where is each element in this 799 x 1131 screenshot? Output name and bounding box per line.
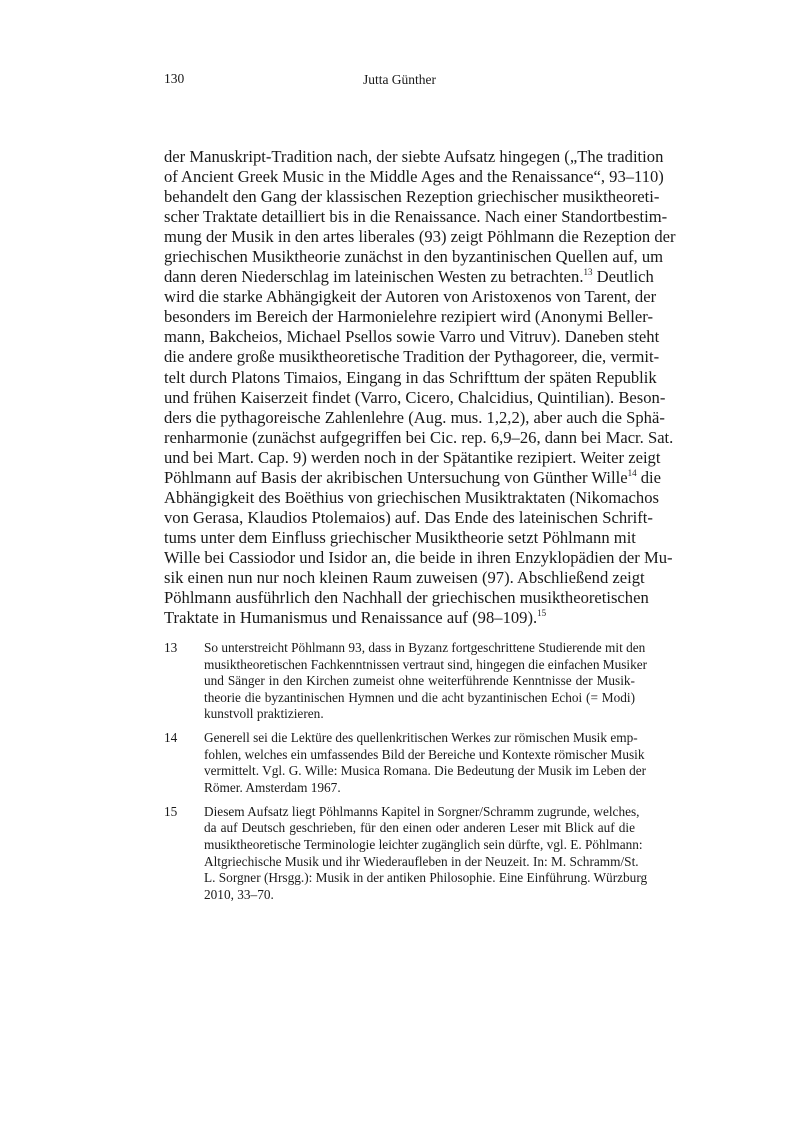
footnote-reference[interactable]: 15 [537,608,547,619]
footnote-line: 2010, 33–70. [204,886,274,902]
running-head: Jutta Günther [362,72,437,87]
footnote-line: vermittelt. Vgl. G. Wille: Musica Romana. Die Bedeutung der Musik im Leben der [204,763,647,779]
footnote-number: 14 [164,730,178,746]
text-line: sik einen nun nur noch kleinen Raum zuweisen (97). Abschließend zeigt [164,567,645,587]
footnote-line: musiktheoretische Terminologie leichter zugänglich sein dürfte, vgl. E. Pöhlmann: [204,837,643,853]
text-line: griechischen Musiktheorie zunächst in den byzantinischen Quellen auf, um [164,247,664,267]
text-line: telt durch Platons Timaios, Eingang in das Schrifttum der späten Republik [164,367,657,387]
footnote-line: Generell sei die Lektüre des quellenkritischen Werkes zur römischen Musik emp- [204,730,638,746]
text-line: renharmonie (zunächst aufgegriffen bei Cic. rep. 6,9–26, dann bei Macr. Sat. [164,427,674,447]
footnote-line: theorie die byzantinischen Hymnen und die acht byzantinischen Echoi (= Modi) [204,689,635,705]
footnote-line: und Sänger in den Kirchen zumeist ohne weiterführende Kenntnisse der Musik- [204,673,635,689]
text-line: besonders im Bereich der Harmonielehre rezipiert wird (Anonymi Beller- [164,307,654,327]
text-line: die andere große musiktheoretische Tradition der Pythagoreer, die, vermit- [164,347,660,367]
footnote-line: Altgriechische Musik und ihr Wiederaufleben in der Neuzeit. In: M. Schramm/St. [204,853,639,869]
text-line: mung der Musik in den artes liberales (93) zeigt Pöhlmann die Rezeption der [164,227,676,247]
text-line: Pöhlmann ausführlich den Nachhall der griechischen musiktheoretischen [164,588,649,608]
text-line: von Gerasa, Klaudios Ptolemaios) auf. Das Ende des lateinischen Schrift- [164,507,653,527]
footnote-13 [164,640,648,723]
text-line: of Ancient Greek Music in the Middle Ages and the Renaissance“, 93–110) [164,167,664,187]
text-line: behandelt den Gang der klassischen Rezeption griechischer musiktheoreti- [164,187,660,207]
text-line: Wille bei Cassiodor und Isidor an, die beide in ihren Enzyklopädien der Mu- [164,547,673,567]
footnote-line: L. Sorgner (Hrsgg.): Musik in der antiken Philosophie. Eine Einführung. Würzburg [204,870,648,886]
footnote-line: musiktheoretischen Fachkenntnissen vertraut sind, hingegen die einfachen Musiker [204,656,648,672]
text-line: tums unter dem Einfluss griechischer Musiktheorie setzt Pöhlmann mit [164,527,636,547]
footnote-reference[interactable]: 13 [583,267,593,278]
footnote-line: Diesem Aufsatz liegt Pöhlmanns Kapitel in Sorgner/Schramm zugrunde, welches, [204,803,640,819]
text-line: der Manuskript-Tradition nach, der siebte Aufsatz hingegen („The tradition [164,147,664,166]
footnote-line: da auf Deutsch geschrieben, für den einen oder anderen Leser mit Blick auf die [204,820,635,836]
text-line: und bei Mart. Cap. 9) werden noch in der Spätantike rezipiert. Weiter zeigt [164,447,661,467]
text-line: Traktate in Humanismus und Renaissance auf (98–109).$^{15}$ [164,608,547,628]
text-line: mann, Bakcheios, Michael Psellos sowie Varro und Vitruv). Daneben steht [164,327,660,347]
text-line: dann deren Niederschlag im lateinischen Westen zu betrachten.$^{13}$ Deutlich [164,267,654,287]
footnote-14 [164,730,647,796]
footnotes [164,640,648,911]
text-line: Abhängigkeit des Boëthius von griechischen Musiktraktaten (Nikomachos [164,487,659,507]
body-paragraph [164,147,676,628]
text-line: ders die pythagoreische Zahlenlehre (Aug. mus. 1,2,2), aber auch die Sphä- [164,407,665,427]
page-number: 130 [164,71,185,86]
footnote-number: 13 [164,640,178,655]
text-line: scher Traktate detailliert bis in die Renaissance. Nach einer Standortbestim- [164,207,668,227]
footnote-15 [164,803,648,903]
footnote-line: kunstvoll praktizieren. [204,706,324,722]
footnote-number: 15 [164,803,178,819]
footnote-line: fohlen, welches ein umfassendes Bild der Bereiche und Kontexte römischer Musik [204,746,645,762]
footnote-reference[interactable]: 14 [627,467,637,478]
footnote-line: So unterstreicht Pöhlmann 93, dass in Byzanz fortgeschrittene Studierende mit den [204,640,646,655]
footnote-line: Römer. Amsterdam 1967. [204,779,341,795]
text-line: und frühen Kaiserzeit findet (Varro, Cicero, Chalcidius, Quintilian). Beson- [164,387,666,407]
text-line: wird die starke Abhängigkeit der Autoren von Aristoxenos von Tarent, der [164,287,657,307]
text-line: Pöhlmann auf Basis der akribischen Untersuchung von Günther Wille$^{14}$ die [164,467,661,487]
